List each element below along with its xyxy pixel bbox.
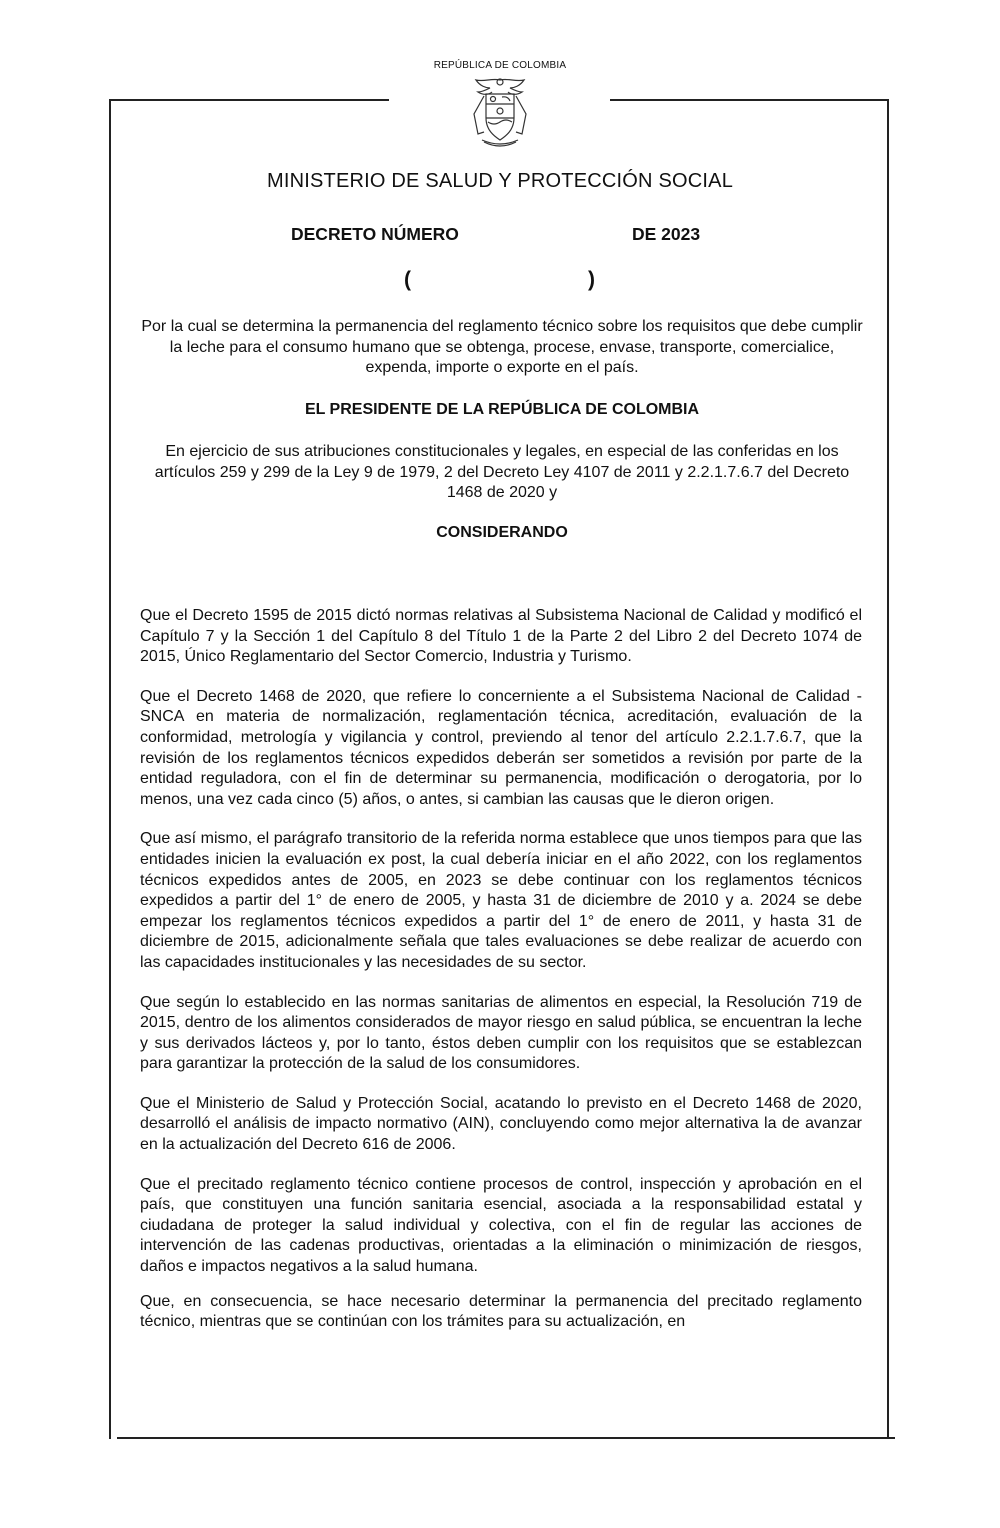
considerations-body xyxy=(140,606,862,1352)
powers-statement: En ejercicio de sus atribuciones constitucionales y legales, en especial de las conferidas en los artículos 259 y 299 de la Ley 9 de 1979, 2 del Decreto Ley 4107 de 2011 y 2.2.1.7.6.7 del Decreto 1468 de 2020 y xyxy=(154,443,850,501)
paragraph: Que el precitado reglamento técnico contiene procesos de control, inspección y aprobación en el país, que constituyen una función sanitaria esencial, asociada a la responsabilidad estatal y ciudadana de proteger la salud individual y colectiva, con el fin de regular las acciones de intervención de las cadenas productivas, orientadas a la eliminación o minimización de riesgos, daños e impactos negativos a la salud humana. xyxy=(140,1175,862,1276)
decree-year-label: DE 2023 xyxy=(632,224,701,244)
frame-border-top-right xyxy=(610,99,889,101)
president-title: EL PRESIDENTE DE LA REPÚBLICA DE COLOMBIA xyxy=(304,401,700,418)
paragraph: Que el Ministerio de Salud y Protección Social, acatando lo previsto en el Decreto 1468 de 2020, desarrolló el análisis de impacto normativo (AIN), concluyendo como mejor alternativa la de avanzar en la actualización del Decreto 616 de 2006. xyxy=(140,1094,862,1154)
coat-of-arms-icon xyxy=(462,74,538,150)
paragraph: Que el Decreto 1468 de 2020, que refiere lo concerniente a el Subsistema Nacional de Calidad -SNCA en materia de normalización, reglamentación técnica, acreditación, evaluación de la conformidad, metrología y vigilancia y control, previendo al tenor del artículo 2.2.1.7.6.7, que la revisión de los reglamentos técnicos expedidos deberán ser sometidos a revisión por parte de la entidad reguladora, con el fin de determinar su permanencia, modificación o derogatoria, por lo menos, una vez cada cinco (5) años, o antes, si cambian las causas que le dieron origen. xyxy=(140,687,862,808)
frame-border-right xyxy=(887,99,889,1439)
considering-heading: CONSIDERANDO xyxy=(436,524,568,541)
frame-border-top-left xyxy=(109,99,389,101)
paren-open: ( xyxy=(404,268,411,291)
frame-border-bottom xyxy=(117,1437,895,1439)
paragraph: Que así mismo, el parágrafo transitorio de la referida norma establece que unos tiempos para que las entidades inicien la evaluación ex post, la cual debería iniciar en el año 2022, con los reglamentos técnicos expedidos antes de 2005, en 2023 se debe continuar con los reglamentos técnicos expedidos a partir del 1° de enero de 2005, y hasta 31 de diciembre de 2010 y a. 2024 se debe empezar los reglamentos técnicos expedidos a partir del 1° de enero de 2011, y hasta 31 de diciembre de 2015, adicionalmente señala que tales evaluaciones se debe realizar de acuerdo con las capacidades institucionales y las necesidades de su sector. xyxy=(140,830,862,971)
paragraph: Que según lo establecido en las normas sanitarias de alimentos en especial, la Resolución 719 de 2015, dentro de los alimentos considerados de mayor riesgo en salud pública, se encuentran la leche y sus derivados lácteos y, por lo tanto, éstos deben cumplir con los requisitos que se establezcan para garantizar la protección de la salud de los consumidores. xyxy=(140,993,862,1073)
paren-close: ) xyxy=(588,268,595,291)
decree-number-label: DECRETO NÚMERO xyxy=(291,224,459,244)
ministry-title: MINISTERIO DE SALUD Y PROTECCIÓN SOCIAL xyxy=(266,170,734,192)
republic-label: REPÚBLICA DE COLOMBIA xyxy=(433,60,567,71)
paragraph: Que, en consecuencia, se hace necesario determinar la permanencia del precitado reglamento técnico, mientras que se continúan con los trámites para su actualización, en xyxy=(140,1292,862,1331)
frame-border-left xyxy=(109,99,111,1439)
paragraph: Que el Decreto 1595 de 2015 dictó normas relativas al Subsistema Nacional de Calidad y modificó el Capítulo 7 y la Sección 1 del Capítulo 8 del Título 1 de la Parte 2 del Libro 2 del Decreto 1074 de 2015, Único Reglamentario del Sector Comercio, Industria y Turismo. xyxy=(140,607,862,666)
decree-subject: Por la cual se determina la permanencia del reglamento técnico sobre los requisitos que debe cumplir la leche para el consumo humano que se obtenga, procese, envase, transporte, comercialice, expenda, importe o exporte en el país. xyxy=(141,318,863,376)
